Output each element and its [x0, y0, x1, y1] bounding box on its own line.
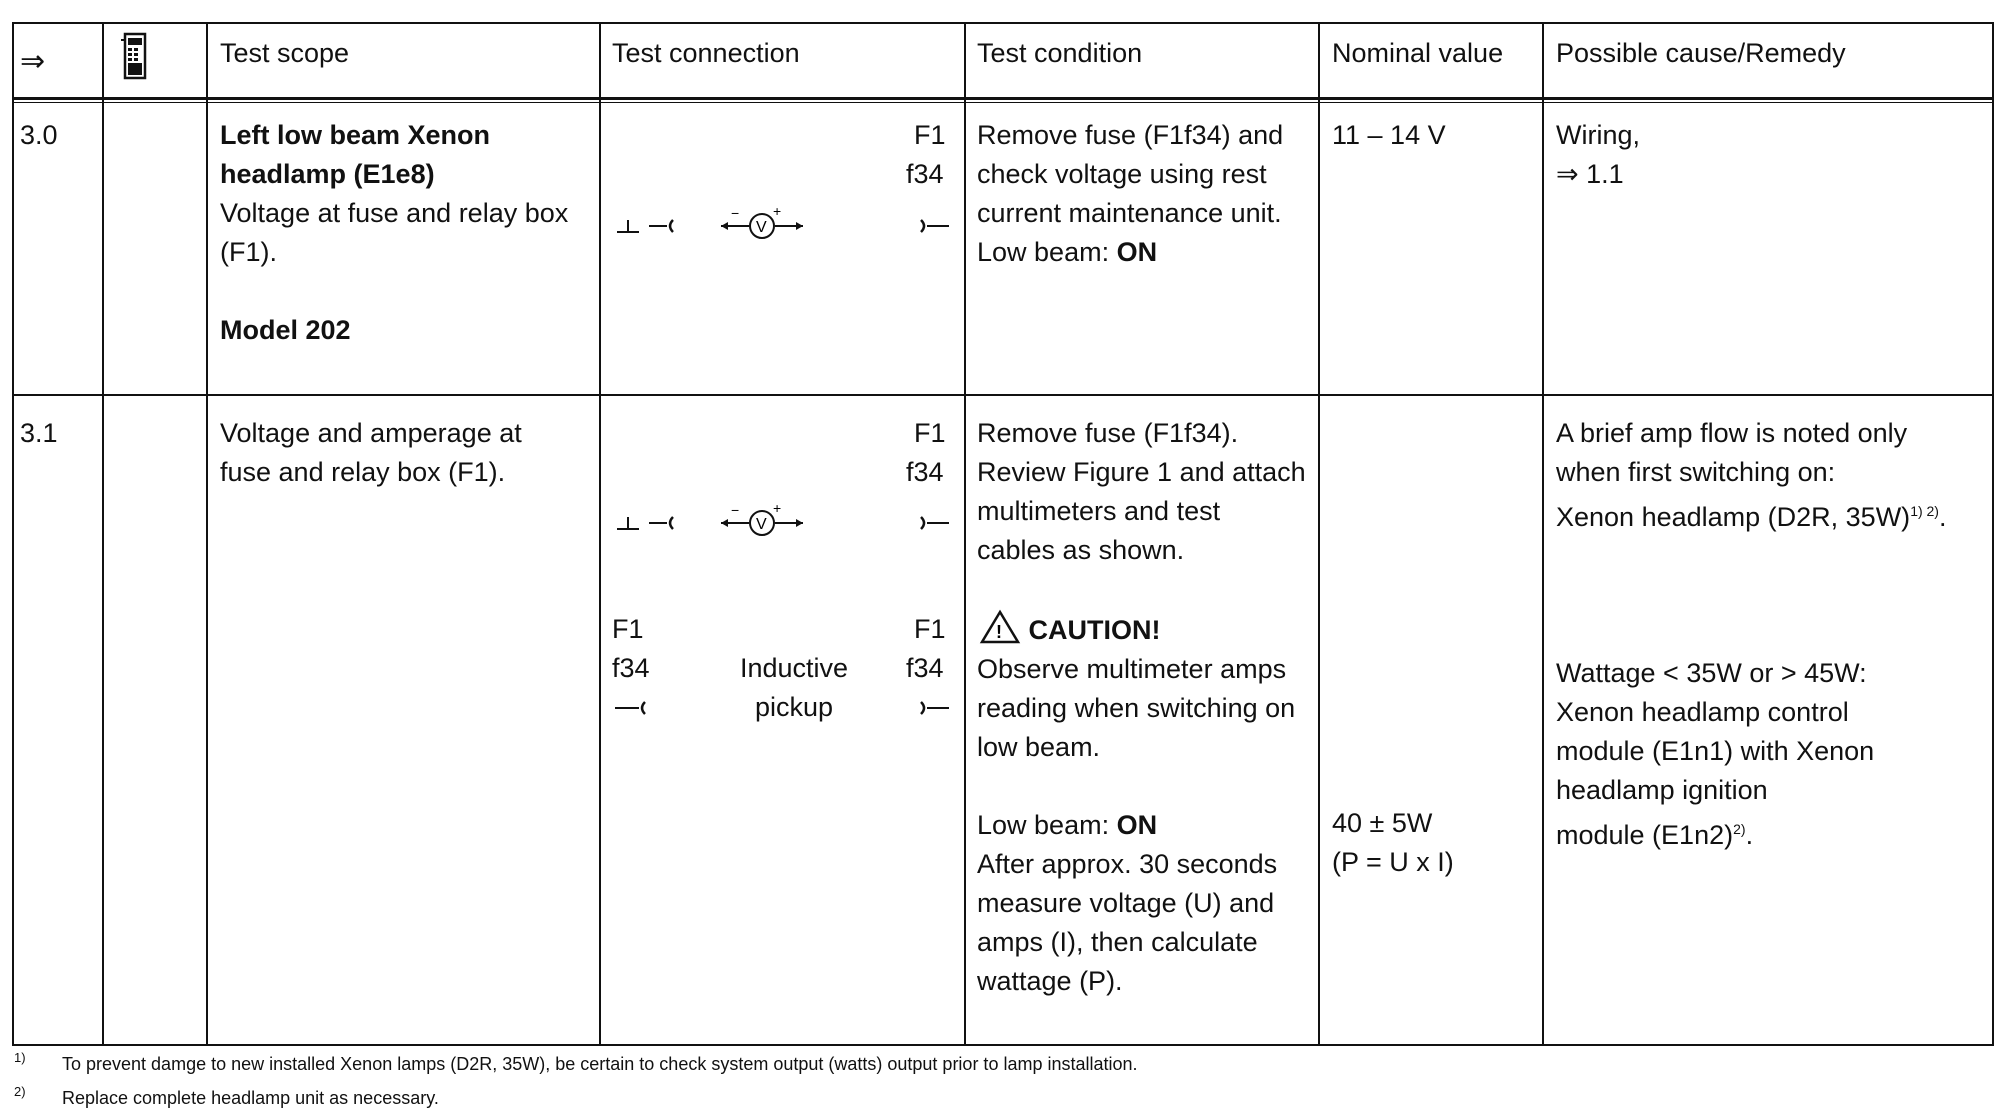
svg-text:!: ! — [996, 622, 1002, 642]
inductive-pickup-label: Inductive — [739, 653, 849, 683]
test-table — [12, 22, 1994, 1046]
header-possible-cause: Possible cause/Remedy — [1556, 38, 1846, 68]
condition-line: Remove fuse (F1f34) and — [977, 120, 1284, 150]
svg-text:−: − — [731, 205, 740, 221]
tester-icon — [115, 30, 155, 95]
caution-notice — [977, 609, 1317, 650]
header-divider-double — [14, 102, 1992, 103]
condition-line: check voltage using rest — [977, 159, 1267, 189]
test-condition: Remove fuse (F1f34). Review Figure 1 and attach multimeters and test cables as shown. ! CAUTION! Observe multimeter amps reading when switching on low beam. Low beam: ON After approx. 30 seconds measure voltage (U) and amps (I), then calculate wattage (P). — [977, 414, 1317, 1001]
footnote-mark: 1) — [14, 1050, 26, 1065]
step-number: 3.0 — [20, 120, 58, 150]
arrow-icon: ⇒ — [20, 45, 46, 78]
column-divider — [206, 24, 208, 1044]
test-scope: Voltage and amperage at fuse and relay box (F1). — [220, 418, 522, 487]
warning-icon — [979, 609, 1021, 645]
header-test-condition: Test condition — [977, 38, 1143, 68]
footnote-mark: 2) — [14, 1084, 26, 1099]
condition-line: current maintenance unit. — [977, 198, 1282, 228]
test-scope — [220, 116, 595, 350]
svg-text:V: V — [756, 219, 767, 236]
header-test-connection: Test connection — [612, 38, 800, 68]
svg-text:+: + — [773, 501, 782, 516]
conn-label: f34 — [612, 653, 650, 683]
header-divider — [14, 97, 1992, 100]
svg-text:V: V — [756, 516, 767, 533]
scope-text: Voltage at fuse and relay box — [220, 198, 569, 228]
column-divider — [1318, 24, 1320, 1044]
column-divider — [964, 24, 966, 1044]
nominal-value: 11 – 14 V — [1332, 120, 1446, 150]
voltmeter-connection-icon — [609, 501, 959, 541]
nominal-value: 40 ± 5W (P = U x I) — [1332, 808, 1454, 877]
column-divider — [599, 24, 601, 1044]
footnote-text: To prevent damge to new installed Xenon lamps (D2R, 35W), be certain to check system output (watts) output prior to lamp installation. — [62, 1054, 1138, 1074]
footnote-text: Replace complete headlamp unit as necessary. — [62, 1088, 439, 1108]
header-test-scope: Test scope — [220, 38, 350, 68]
row-divider — [14, 394, 1992, 396]
step-number: 3.1 — [20, 418, 58, 448]
condition-line: Low beam: ON — [977, 237, 1158, 267]
column-divider — [1542, 24, 1544, 1044]
scope-model: Model 202 — [220, 315, 351, 345]
conn-label: f34 — [906, 159, 944, 189]
test-condition — [977, 116, 1317, 272]
possible-cause: A brief amp flow is noted only when first switching on: Xenon headlamp (D2R, 35W)$^{1) 2)}$. Wattage < 35W or > 45W: Xenon headlamp control module (E1n1) with Xenon headlamp ignition module $(E1n2)^{2)}$. — [1556, 418, 1947, 850]
voltmeter-connection-icon — [609, 204, 959, 244]
scope-title: headlamp (E1e8) — [220, 159, 435, 189]
conn-label: f34 — [906, 653, 944, 683]
caution-label: CAUTION! — [1028, 615, 1161, 645]
inductive-pickup-label: pickup — [754, 692, 834, 722]
conn-label: F1 — [914, 614, 946, 644]
column-divider — [102, 24, 104, 1044]
conn-label: F1 — [914, 120, 946, 150]
svg-text:+: + — [773, 204, 782, 219]
svg-text:−: − — [731, 502, 740, 518]
header-nominal-value: Nominal value — [1332, 38, 1504, 68]
conn-label: f34 — [906, 457, 944, 487]
conn-label: F1 — [612, 614, 644, 644]
conn-label: F1 — [914, 418, 946, 448]
scope-text: (F1). — [220, 237, 277, 267]
scope-title: Left low beam Xenon — [220, 120, 491, 150]
pickup-connection-icon — [609, 692, 959, 722]
possible-cause: Wiring, ⇒ 1.1 — [1556, 120, 1641, 189]
